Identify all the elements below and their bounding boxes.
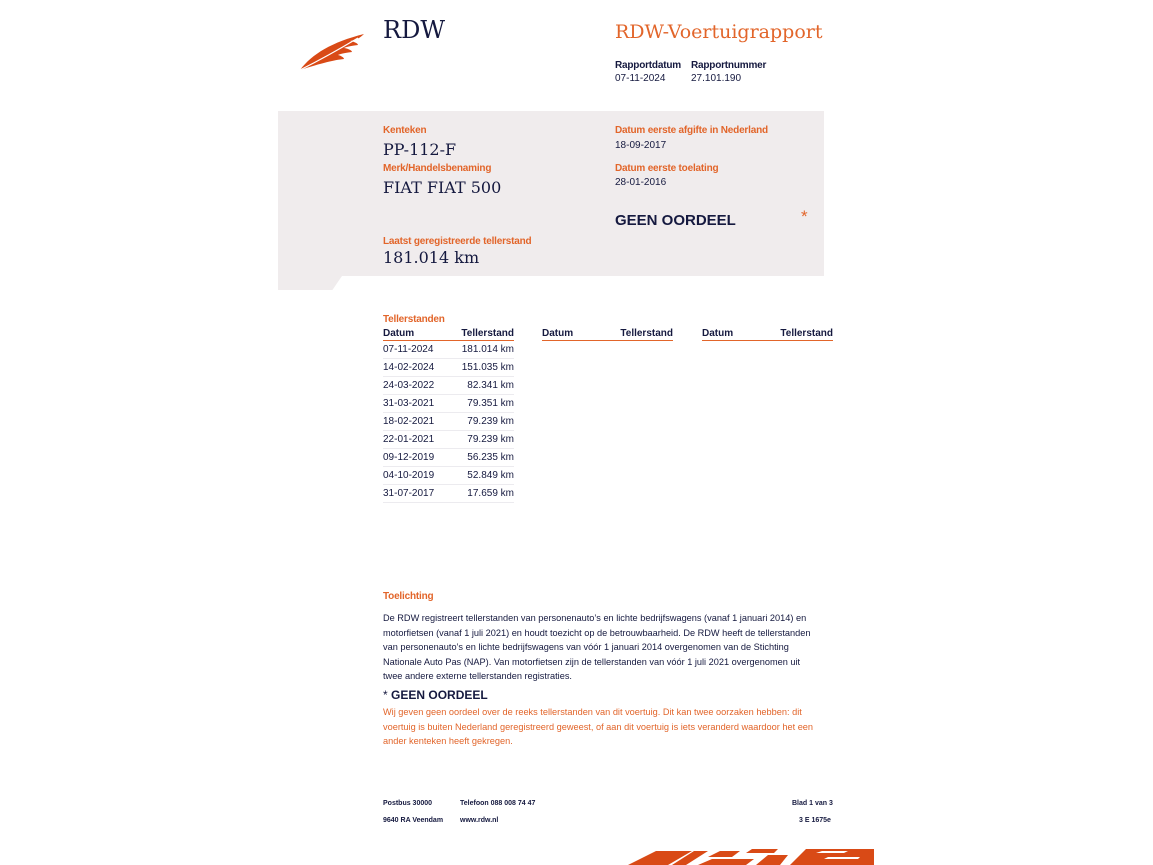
table-row [383, 341, 514, 359]
toelichting-text [383, 611, 843, 684]
logo-text: RDW [383, 16, 445, 44]
row-tellerstand: 79.239 km [467, 434, 514, 445]
oordeel-asterisk: * [801, 207, 808, 226]
tellerstanden-table-3 [702, 328, 833, 341]
oordeel-badge: GEEN OORDEEL [615, 212, 736, 229]
toelichting-title: Toelichting [383, 591, 434, 602]
row-datum: 09-12-2019 [383, 452, 435, 463]
toelichting-line: twee andere externe tellerstanden registraties. [383, 671, 572, 682]
col-datum: Datum [383, 328, 415, 339]
report-title: RDW-Voertuigrapport [615, 21, 823, 43]
oordeel-text [383, 705, 843, 749]
afgifte-value: 18-09-2017 [615, 140, 667, 151]
oordeel-star: * [383, 688, 388, 702]
row-datum: 22-01-2021 [383, 434, 435, 445]
rapportnummer-label: Rapportnummer [691, 60, 767, 71]
oordeel-heading [383, 688, 488, 702]
merk-value: FIAT FIAT 500 [383, 178, 502, 197]
toelating-label: Datum eerste toelating [615, 163, 719, 174]
footer-plaats: 9640 RA Veendam [383, 817, 444, 824]
footer-website-link[interactable]: www.rdw.nl [460, 817, 499, 824]
table-header [542, 328, 673, 341]
toelichting-line: De RDW registreert tellerstanden van personenauto’s en lichte bedrijfswagens (vanaf 1 januari 2014) en [383, 613, 807, 623]
oordeel-line: ander kenteken heeft gekregen. [383, 736, 513, 747]
oordeel-line: voertuig is buiten Nederland geregistreerd geweest, of aan dit voertuig is iets veranderd waardoor het een [383, 721, 814, 732]
row-tellerstand: 79.239 km [467, 416, 514, 427]
afgifte-label: Datum eerste afgifte in Nederland [615, 125, 768, 136]
kenteken-label: Kenteken [383, 125, 427, 136]
row-tellerstand: 82.341 km [467, 380, 514, 391]
row-datum: 07-11-2024 [383, 344, 434, 355]
toelating-value: 28-01-2016 [615, 177, 667, 188]
oordeel-line: Wij geven geen oordeel over de reeks tellerstanden van dit voertuig. Dit kan twee oorzaken hebben: dit [383, 707, 802, 717]
row-datum: 14-02-2024 [383, 362, 435, 373]
tellerstand-value: 181.014 km [383, 248, 480, 267]
oordeel-title: GEEN OORDEEL [391, 688, 488, 702]
rapportnummer-value: 27.101.190 [691, 73, 742, 84]
table-row [383, 413, 514, 431]
rapportdatum-value: 07-11-2024 [615, 73, 666, 84]
merk-label: Merk/Handelsbenaming [383, 163, 492, 174]
footer-postbus: Postbus 30000 [383, 800, 433, 807]
row-datum: 31-03-2021 [383, 398, 435, 409]
col-tellerstand: Tellerstand [461, 328, 514, 339]
row-tellerstand: 151.035 km [461, 362, 514, 373]
table-header [383, 328, 514, 341]
footer-blad: Blad 1 van 3 [792, 800, 833, 807]
kenteken-value: PP-112-F [383, 140, 457, 159]
toelichting-line: Nationale Auto Pas (NAP). Van motorfietsen zijn de tellerstanden van vóór 1 juli 2021 overgenomen uit [383, 656, 801, 667]
table-row [383, 395, 514, 413]
table-row [383, 449, 514, 467]
col-tellerstand: Tellerstand [780, 328, 833, 339]
footer-code: 3 E 1675e [799, 817, 831, 824]
table-row [383, 377, 514, 395]
row-datum: 18-02-2021 [383, 416, 435, 427]
row-datum: 24-03-2022 [383, 380, 435, 391]
table-row [383, 467, 514, 485]
tellerstanden-table-2 [542, 328, 673, 341]
tellerstanden-title: Tellerstanden [383, 314, 445, 325]
row-datum: 04-10-2019 [383, 470, 435, 481]
tellerstand-label: Laatst geregistreerde tellerstand [383, 236, 532, 247]
row-tellerstand: 181.014 km [461, 344, 514, 355]
vehicle-panel-tab [278, 276, 342, 290]
table-row [383, 431, 514, 449]
col-datum: Datum [702, 328, 734, 339]
table-row [383, 485, 514, 503]
row-tellerstand: 56.235 km [467, 452, 514, 463]
footer-telefoon: Telefoon 088 008 74 47 [460, 800, 536, 807]
rapportdatum-label: Rapportdatum [615, 60, 681, 71]
row-tellerstand: 17.659 km [467, 488, 514, 499]
table-header [702, 328, 833, 341]
row-tellerstand: 79.351 km [467, 398, 514, 409]
tellerstanden-table-1 [383, 328, 514, 503]
decorative-stripes-icon [628, 845, 874, 865]
col-datum: Datum [542, 328, 574, 339]
toelichting-line: van personenauto’s en lichte bedrijfswagens van vóór 1 januari 2014 overgenomen van de Stichting [383, 642, 789, 653]
col-tellerstand: Tellerstand [620, 328, 673, 339]
row-datum: 31-07-2017 [383, 488, 435, 499]
toelichting-line: motorfietsen (vanaf 1 juli 2021) en houdt toezicht op de betrouwbaarheid. De RDW heeft de tellerstanden [383, 627, 811, 638]
rdw-logo-icon [298, 32, 370, 72]
row-tellerstand: 52.849 km [467, 470, 514, 481]
table-row [383, 359, 514, 377]
